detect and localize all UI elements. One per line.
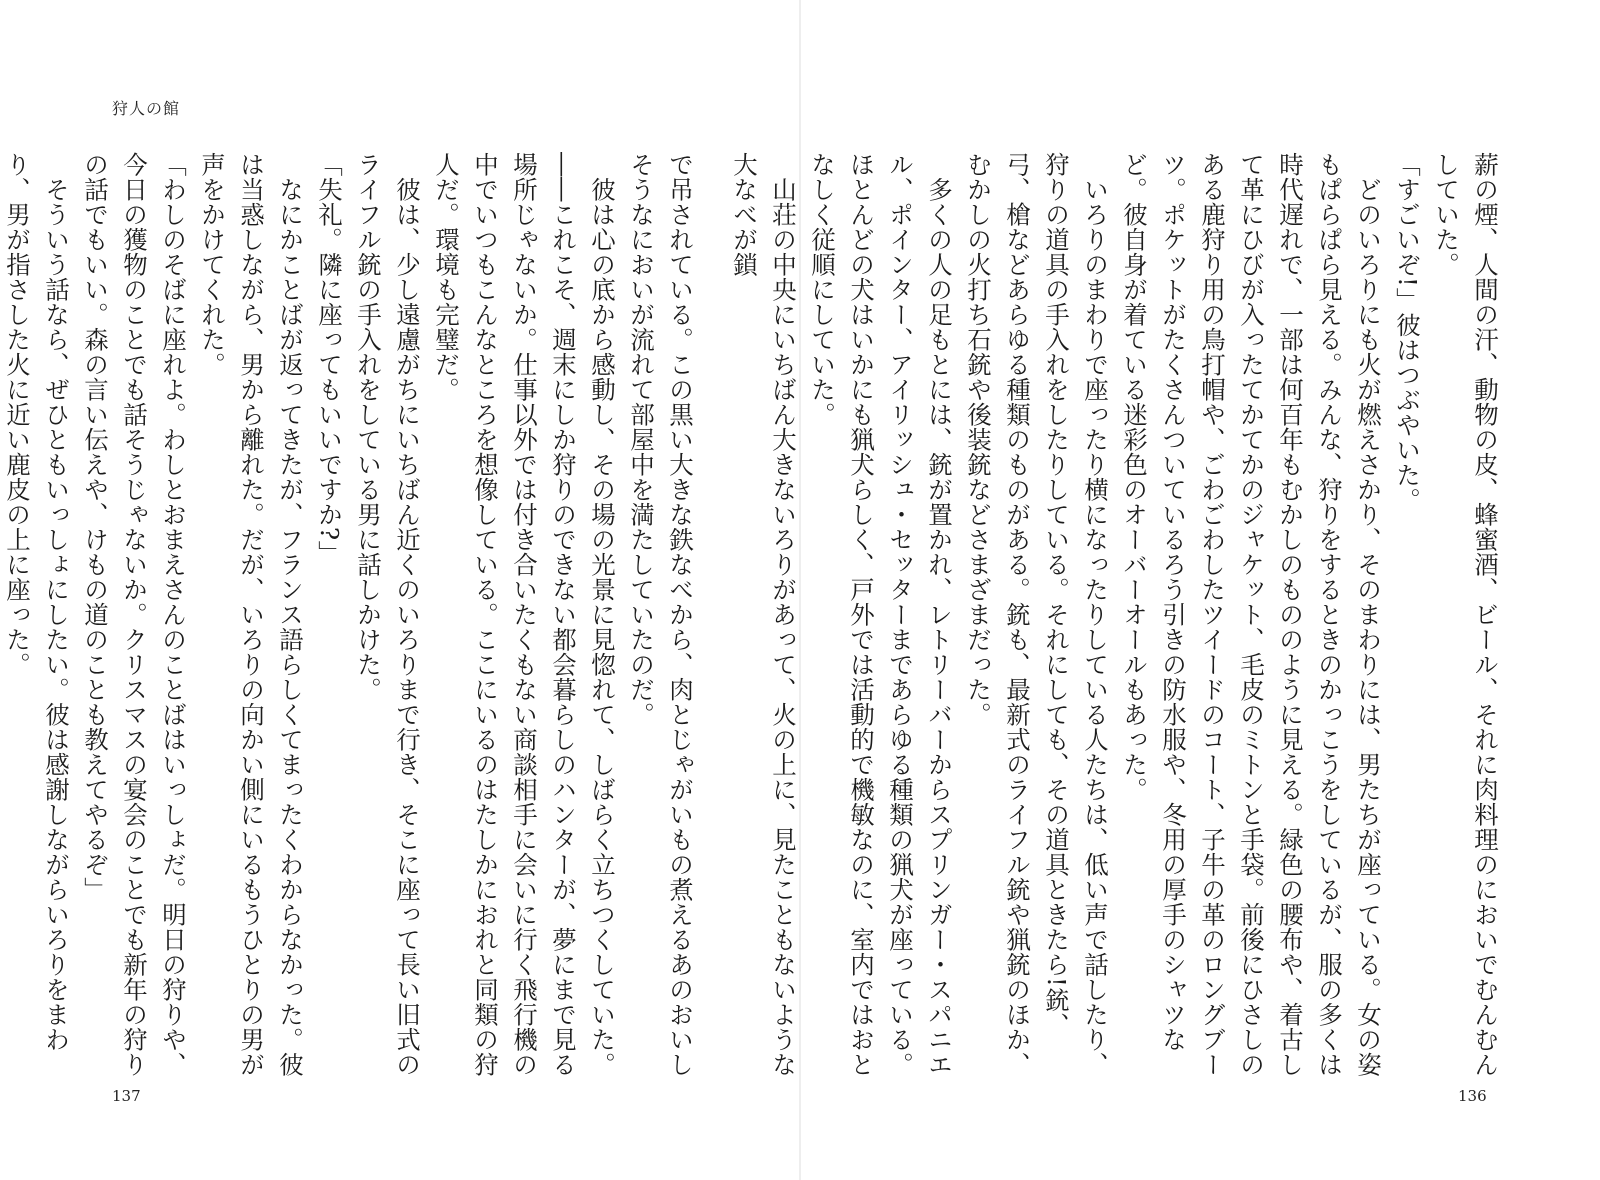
paragraph: いろりのまわりで座ったり横になったりしている人たちは、低い声で話したり、狩りの道具の手入れをしたりしている。それにしても、その道具ときたら!銃、弓、槍などあらゆる種類のものがある。銃も、最新式のライフル銃や猟銃のほか、むかしの火打ち石銃や後装銃などさまざまだった。 <box>964 152 1110 1077</box>
paragraph: ――これこそ、週末にしか狩りのできない都会暮らしのハンターが、夢にまで見る場所じゃないか。仕事以外では付き合いたくもない商談相手に会いに行く飛行機の中でいつもこんなところを想像している。ここにいるのはたしかにおれと同類の狩人だ。環境も完璧だ。 <box>432 152 578 1077</box>
running-head: 狩人の館 <box>112 99 181 118</box>
page-number-left: 137 <box>112 1087 141 1105</box>
paragraph: で吊されている。この黒い大きな鉄なべから、肉とじゃがいもの煮えるあのおいしそうなにおいが流れて部屋中を満たしていたのだ。 <box>627 152 695 1077</box>
left-page-text <box>3 152 700 1082</box>
paragraph: なにかことばが返ってきたが、フランス語らしくてまったくわからなかった。彼は当惑しながら、男から離れた。だが、いろりの向かい側にいるもうひとりの男が声をかけてくれた。 <box>198 152 305 1077</box>
page-number-right: 136 <box>1458 1087 1487 1105</box>
paragraph: 多くの人の足もとには、銃が置かれ、レトリーバーからスプリンガー・スパニエル、ポインター、アイリッシュ・セッターまであらゆる種類の猟犬が座っている。ほとんどの犬はいかにも猟犬らしく、戸外では活動的で機敏なのに、室内ではおとなしく従順にしていた。 <box>808 152 954 1077</box>
paragraph: 薪の煙、人間の汗、動物の皮、蜂蜜酒、ビール、それに肉料理のにおいでむんむんしていた。 <box>1432 152 1500 1077</box>
paragraph: 彼は心の底から感動し、その場の光景に見惚れて、しばらく立ちつくしていた。 <box>588 152 617 1077</box>
paragraph: 彼は、少し遠慮がちにいちばん近くのいろりまで行き、そこに座って長い旧式のライフル銃の手入れをしている男に話しかけた。 <box>354 152 422 1077</box>
paragraph: 「失礼。隣に座ってもいいですか?」 <box>315 152 344 566</box>
paragraph: どのいろりにも火が燃えさかり、そのまわりには、男たちが座っている。女の姿もぱらぱら見える。みんな、狩りをするときのかっこうをしているが、服の多くは時代遅れで、一部は何百年もむかしのもののように見える。緑色の腰布や、着古して革にひびが入ったてかてかのジャケット、毛皮のミトンと手袋。前後にひさしのある鹿狩り用の鳥打帽や、ごわごわしたツイードのコート、子牛の革のロングブーツ。ポケットがたくさんついているろう引きの防水服や、冬用の厚手のシャツなど。彼自身が着ている迷彩色のオーバーオールもあった。 <box>1120 152 1383 1077</box>
paragraph: 「すごいぞ!」彼はつぶやいた。 <box>1393 152 1422 513</box>
paragraph: 「わしのそばに座れよ。わしとおまえさんのことばはいっしょだ。明日の狩りや、今日の獲物のことでも話そうじゃないか。クリスマスの宴会のことでも新年の狩りの話でもいい。森の言い伝えや、けもの道のことも教えてやるぞ」 <box>81 152 188 1077</box>
paragraph: そういう話なら、ぜひともいっしょにしたい。彼は感謝しながらいろりをまわり、男が指さした火に近い鹿皮の上に座った。 <box>3 152 71 1052</box>
paragraph: 山荘の中央にいちばん大きないろりがあって、火の上に、見たこともないような大なべが鎖 <box>730 152 798 1077</box>
right-page-text <box>730 152 1505 1082</box>
